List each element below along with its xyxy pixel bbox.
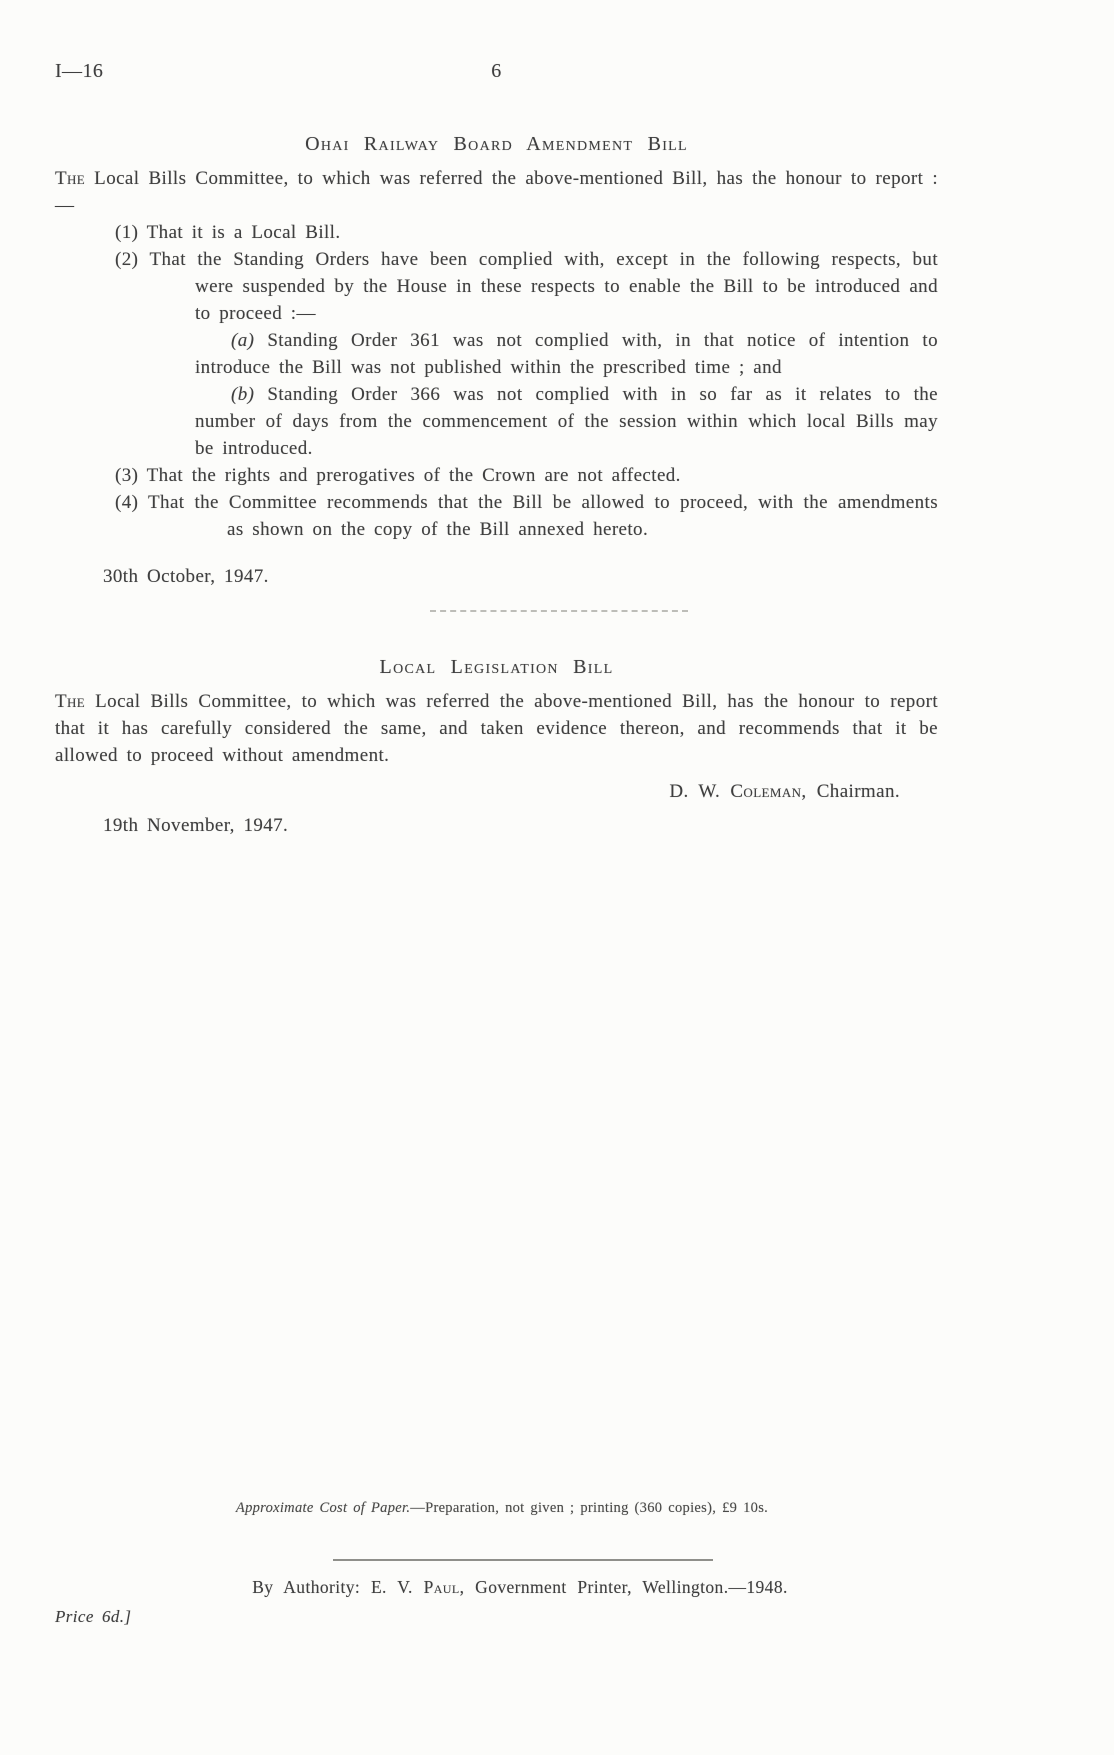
intro-text: Local Bills Committee, to which was referred the above-mentioned Bill, has the honour to report :— (55, 168, 938, 216)
item-number: (4) (115, 492, 139, 513)
subitem-number: (a) (231, 330, 255, 351)
section2-date: 19th November, 1947. (103, 815, 289, 836)
section1-intro (55, 165, 938, 219)
authority-post: , Government Printer, Wellington.—1948. (459, 1576, 788, 1597)
signature-surname: Coleman (730, 781, 802, 802)
item-text: That the rights and prerogatives of the Crown are not affected. (146, 465, 681, 486)
cost-note-label: Approximate Cost of Paper. (235, 1499, 411, 1516)
intro-lead-word: The (55, 168, 86, 189)
signature-suffix: , Chairman. (801, 781, 900, 802)
report-subitem-b (195, 381, 938, 462)
report-subitem-a (195, 327, 938, 381)
signature-initials: D. W. (669, 781, 731, 802)
cost-of-paper-note (0, 1498, 1004, 1518)
subitem-text: Standing Order 366 was not complied with in so far as it relates to the number of days from the commencement of the session within which local Bills may be introduced. (195, 384, 938, 459)
header-spacer (644, 58, 938, 85)
subitem-number: (b) (231, 384, 255, 405)
item-number: (2) (115, 249, 139, 270)
page-header (55, 58, 938, 85)
item-number: (1) (115, 222, 139, 243)
body-lead-word: The (55, 691, 86, 712)
section1-date: 30th October, 1947. (103, 566, 269, 587)
footer-rule (333, 1559, 713, 1561)
section2-body (55, 688, 938, 769)
report-findings-list (55, 219, 938, 543)
printer-name: Paul (423, 1576, 460, 1597)
item-text: That the Standing Orders have been complied with, except in the following respects, but were suspended by the House in these respects to enable the Bill to be introduced and to proceed :— (149, 249, 938, 324)
authority-pre: By Authority: E. V. (252, 1576, 424, 1597)
price-note: Price 6d.] (55, 1607, 132, 1626)
chairman-signature (55, 778, 900, 805)
page-number: 6 (491, 60, 502, 82)
report-item-2 (55, 246, 938, 462)
section2-title: Local Legislation Bill (379, 656, 614, 678)
cost-note-text: —Preparation, not given ; printing (360 copies), £9 10s. (410, 1499, 769, 1516)
item-text: That it is a Local Bill. (146, 222, 341, 243)
item-number: (3) (115, 465, 139, 486)
report-item-3 (55, 462, 938, 489)
doc-reference: I—16 (55, 60, 104, 82)
section1-title: Ohai Railway Board Amendment Bill (305, 133, 688, 155)
section-divider (430, 610, 688, 612)
item-text: That the Committee recommends that the Bill be allowed to proceed, with the amendments as shown on the copy of the Bill annexed hereto. (148, 492, 938, 540)
authority-line (0, 1574, 1040, 1601)
report-item-4 (55, 489, 938, 543)
subitem-text: Standing Order 361 was not complied with, in that notice of intention to introduce the Bill was not published within the prescribed time ; and (195, 330, 938, 378)
body-text: Local Bills Committee, to which was referred the above-mentioned Bill, has the honour to report that it has carefully considered the same, and taken evidence thereon, and recommends that it be allowed to proceed without amendment. (55, 691, 938, 766)
report-item-1 (55, 219, 938, 246)
